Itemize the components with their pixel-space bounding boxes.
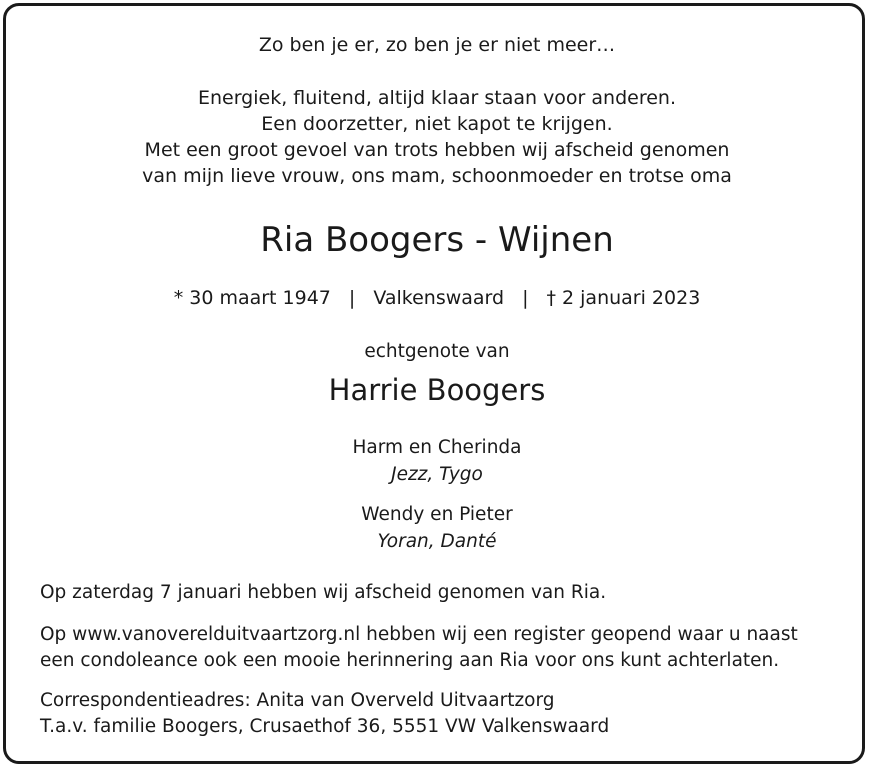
poem-line-2: Een doorzetter, niet kapot te krijgen. <box>261 113 613 135</box>
correspondence-line-2: T.a.v. familie Boogers, Crusaethof 36, 5551 VW Valkenswaard <box>40 716 610 737</box>
separator: | <box>348 287 356 309</box>
life-dates <box>0 285 874 311</box>
poem-line-1: Energiek, fluitend, altijd klaar staan voor anderen. <box>197 87 677 109</box>
register-note-line-2: een condoleance ook een mooie herinnering aan Ria voor ons kunt achterlaten. <box>40 650 780 671</box>
death-date: † 2 januari 2023 <box>546 287 701 309</box>
poem-line-4: van mijn lieve vrouw, ons mam, schoonmoeder en trotse oma <box>142 165 732 187</box>
family-children-1: Jezz, Tygo <box>391 464 483 485</box>
poem-line-3: Met een groot gevoel van trots hebben wij afscheid genomen <box>144 139 730 161</box>
family-children-2: Yoran, Danté <box>377 531 497 552</box>
farewell-note: Op zaterdag 7 januari hebben wij afscheid genomen van Ria. <box>40 582 607 603</box>
place: Valkenswaard <box>373 287 505 309</box>
family-parents-1: Harm en Cherinda <box>352 437 522 458</box>
deceased-name: Ria Boogers - Wijnen <box>260 220 614 260</box>
family-parents-2: Wendy en Pieter <box>361 504 513 525</box>
register-note-line-1: Op www.vanoverelduitvaartzorg.nl hebben wij een register geopend waar u naast <box>40 624 798 645</box>
spouse-label: echtgenote van <box>364 341 510 362</box>
separator: | <box>522 287 529 309</box>
correspondence-line-1: Correspondentieadres: Anita van Overveld Uitvaartzorg <box>40 690 555 711</box>
opening-line: Zo ben je er, zo ben je er niet meer… <box>258 34 616 56</box>
birth-date: * 30 maart 1947 <box>173 287 331 309</box>
spouse-name: Harrie Boogers <box>328 373 546 407</box>
